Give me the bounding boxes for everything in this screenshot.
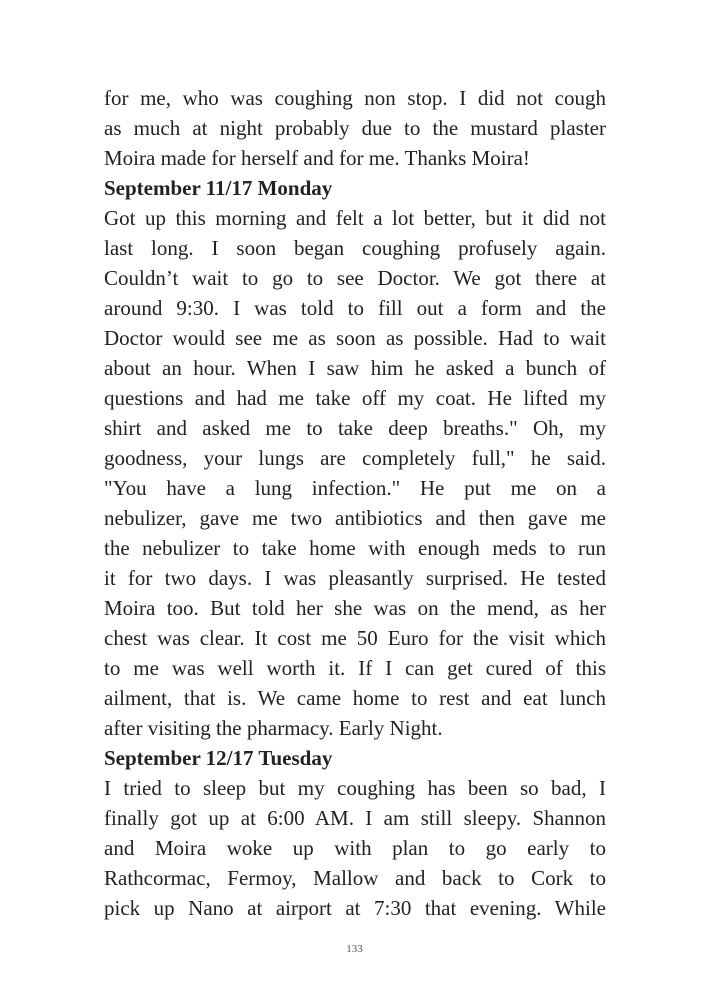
text-line: to me was well worth it. If I can get cured of this: [104, 656, 606, 680]
text-line: I tried to sleep but my coughing has been so bad, I: [104, 776, 606, 800]
text-line: Moira made for herself and for me. Thanks Moira!: [104, 146, 530, 170]
text-line: around 9:30. I was told to fill out a form and the: [104, 296, 606, 320]
text-line: questions and had me take off my coat. He lifted my: [104, 386, 606, 410]
text-line: pick up Nano at airport at 7:30 that evening. While: [104, 896, 606, 920]
text-line: chest was clear. It cost me 50 Euro for the visit which: [104, 626, 606, 650]
text-line: Moira too. But told her she was on the mend, as her: [104, 596, 606, 620]
text-line: Rathcormac, Fermoy, Mallow and back to Cork to: [104, 866, 606, 890]
text-line: it for two days. I was pleasantly surprised. He tested: [104, 566, 606, 590]
text-line: Couldn’t wait to go to see Doctor. We got there at: [104, 266, 606, 290]
page-number: 133: [346, 943, 363, 955]
text-line: goodness, your lungs are completely full," he said.: [104, 446, 606, 470]
text-line: after visiting the pharmacy. Early Night.: [104, 716, 443, 740]
text-line: Got up this morning and felt a lot better, but it did not: [104, 206, 606, 230]
text-line: ailment, that is. We came home to rest and eat lunch: [104, 686, 606, 710]
diary-date-heading: September 12/17 Tuesday: [104, 746, 333, 770]
text-line: shirt and asked me to take deep breaths." Oh, my: [104, 416, 606, 440]
page-body: [104, 83, 606, 923]
text-line: about an hour. When I saw him he asked a bunch of: [104, 356, 606, 380]
text-line: Doctor would see me as soon as possible. Had to wait: [104, 326, 606, 350]
text-line: as much at night probably due to the mustard plaster: [104, 116, 606, 140]
text-line: finally got up at 6:00 AM. I am still sleepy. Shannon: [104, 806, 606, 830]
text-line: for me, who was coughing non stop. I did not cough: [104, 86, 606, 110]
text-line: last long. I soon began coughing profusely again.: [104, 236, 606, 260]
text-line: and Moira woke up with plan to go early to: [104, 836, 606, 860]
text-line: "You have a lung infection." He put me on a: [104, 476, 606, 500]
text-line: the nebulizer to take home with enough meds to run: [104, 536, 606, 560]
diary-date-heading: September 11/17 Monday: [104, 176, 333, 200]
text-line: nebulizer, gave me two antibiotics and then gave me: [104, 506, 606, 530]
